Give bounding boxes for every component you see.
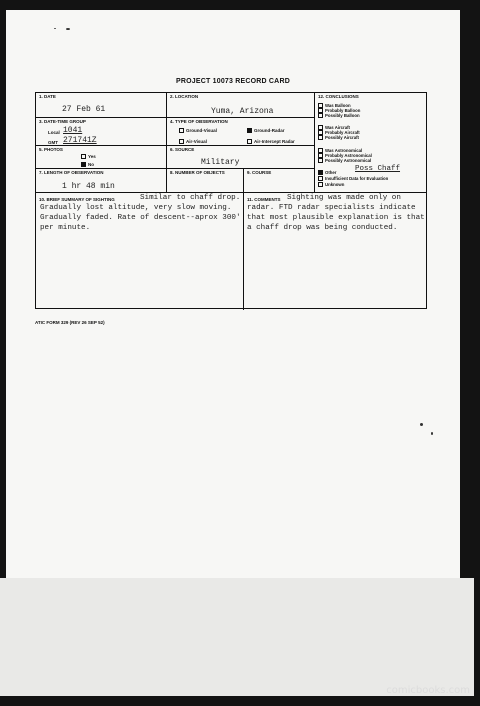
obs-ground-radar: Ground-Radar bbox=[247, 128, 285, 133]
summary-cell bbox=[36, 193, 244, 310]
comments-line-3: a chaff drop was being conducted. bbox=[247, 224, 398, 232]
summary-line-2: Gradually faded. Rate of descent--aprox 300' bbox=[40, 214, 241, 222]
gmt-label: GMT bbox=[48, 140, 58, 145]
concl-possibly-aircraft: Possibly Aircraft bbox=[318, 135, 359, 140]
scan-speck bbox=[54, 28, 56, 29]
concl-was-aircraft: Was Aircraft bbox=[318, 125, 350, 130]
comments-line-2: that most plausible explanation is that bbox=[247, 214, 425, 222]
concl-probably-balloon: Probably Balloon bbox=[318, 108, 360, 113]
source-cell bbox=[167, 146, 315, 169]
concl-unknown: Unknown bbox=[318, 182, 344, 187]
obs-air-intercept-radar: Air-Intercept Radar bbox=[247, 139, 295, 144]
objects-cell bbox=[167, 169, 244, 193]
underlying-page bbox=[0, 578, 474, 696]
photos-cell bbox=[36, 146, 167, 169]
source-value: Military bbox=[201, 158, 240, 167]
comments-first-line: Sighting was made only on bbox=[287, 194, 401, 202]
conclusions-label: 12. CONCLUSIONS bbox=[318, 94, 359, 99]
location-value: Yuma, Arizona bbox=[211, 107, 274, 116]
checkbox-checked[interactable] bbox=[318, 170, 323, 175]
form-footer: ATIC FORM 329 (REV 26 SEP 52) bbox=[35, 320, 105, 325]
scan-speck bbox=[431, 432, 433, 435]
concl-possibly-astronomical: Possibly Astronomical bbox=[318, 158, 371, 163]
concl-other-value: Poss Chaff bbox=[355, 165, 401, 173]
course-cell bbox=[244, 169, 315, 193]
obs-air-visual: Air-Visual bbox=[179, 139, 207, 144]
checkbox[interactable] bbox=[179, 139, 184, 144]
checkbox[interactable] bbox=[318, 176, 323, 181]
concl-was-astronomical: Was Astronomical bbox=[318, 148, 362, 153]
source-label: 6. SOURCE bbox=[170, 147, 195, 152]
dtg-cell bbox=[36, 118, 167, 146]
concl-possibly-balloon: Possibly Balloon bbox=[318, 113, 360, 118]
checkbox[interactable] bbox=[318, 113, 323, 118]
checkbox[interactable] bbox=[318, 135, 323, 140]
summary-label: 10. BRIEF SUMMARY OF SIGHTING bbox=[39, 197, 115, 202]
conclusions-cell bbox=[315, 93, 427, 193]
checkbox-checked[interactable] bbox=[81, 162, 86, 167]
observation-type-label: 4. TYPE OF OBSERVATION bbox=[170, 119, 228, 124]
observation-type-cell bbox=[167, 118, 315, 146]
date-value: 27 Feb 61 bbox=[62, 105, 106, 114]
photos-label: 5. PHOTOS bbox=[39, 147, 63, 152]
scan-speck bbox=[420, 423, 423, 426]
objects-label: 8. NUMBER OF OBJECTS bbox=[170, 170, 225, 175]
summary-line-3: per minute. bbox=[40, 224, 91, 232]
summary-line-1: Gradually lost altitude, very slow moving. bbox=[40, 204, 232, 212]
dtg-label: 3. DATE-TIME GROUP bbox=[39, 119, 86, 124]
concl-probably-aircraft: Probably Aircraft bbox=[318, 130, 360, 135]
checkbox-checked[interactable] bbox=[247, 128, 252, 133]
length-cell bbox=[36, 169, 167, 193]
concl-was-balloon: Was Balloon bbox=[318, 103, 351, 108]
date-cell bbox=[36, 93, 167, 118]
checkbox[interactable] bbox=[247, 139, 252, 144]
comments-cell bbox=[244, 193, 428, 310]
obs-ground-visual: Ground-Visual bbox=[179, 128, 217, 133]
record-card-form bbox=[35, 92, 427, 309]
length-value: 1 hr 48 min bbox=[62, 182, 115, 191]
checkbox[interactable] bbox=[179, 128, 184, 133]
checkbox[interactable] bbox=[318, 158, 323, 163]
local-value: 1041 bbox=[63, 126, 83, 135]
comments-line-1: radar. FTD radar specialists indicate bbox=[247, 204, 416, 212]
course-label: 9. COURSE bbox=[247, 170, 272, 175]
concl-other: Other bbox=[318, 170, 336, 175]
watermark: comicbooks.com bbox=[386, 685, 470, 696]
local-label: Local bbox=[48, 130, 60, 135]
scan-speck bbox=[66, 28, 70, 30]
gmt-value: 271741Z bbox=[63, 136, 97, 145]
checkbox[interactable] bbox=[318, 182, 323, 187]
concl-insufficient: Insufficient Data for Evaluation bbox=[318, 176, 388, 181]
photos-yes: Yes bbox=[81, 154, 96, 159]
form-title: PROJECT 10073 RECORD CARD bbox=[176, 78, 290, 85]
photos-no: No bbox=[81, 162, 94, 167]
checkbox[interactable] bbox=[81, 154, 86, 159]
date-label: 1. DATE bbox=[39, 94, 56, 99]
location-label: 2. LOCATION bbox=[170, 94, 199, 99]
summary-first-line: Similar to chaff drop. bbox=[140, 194, 241, 202]
concl-probably-astronomical: Probably Astronomical bbox=[318, 153, 372, 158]
record-card-page bbox=[6, 10, 460, 588]
location-cell bbox=[167, 93, 315, 118]
comments-label: 11. COMMENTS bbox=[247, 197, 281, 202]
length-label: 7. LENGTH OF OBSERVATION bbox=[39, 170, 104, 175]
